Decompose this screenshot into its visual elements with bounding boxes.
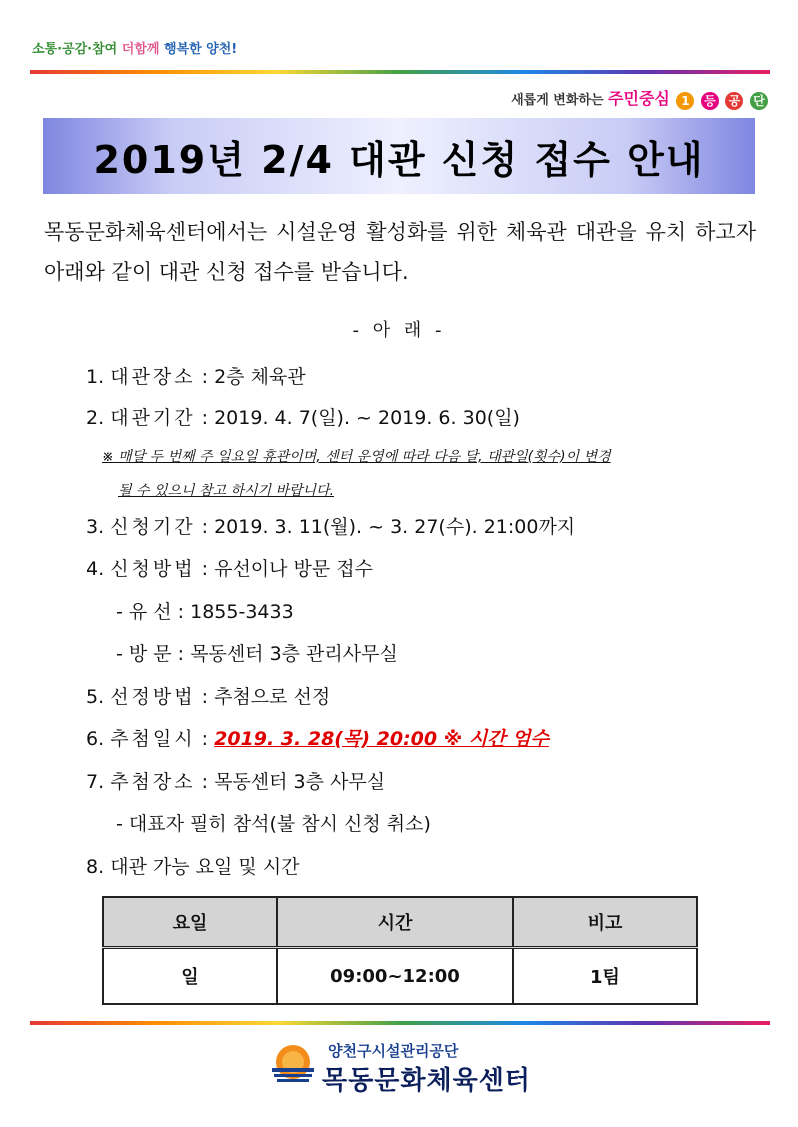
badge-2: 등 [701, 92, 719, 110]
item-number: 7. [86, 771, 105, 793]
item-venue [86, 362, 306, 389]
slogan-left-part3: 행복한 양천! [163, 42, 238, 57]
item-sep: : [195, 516, 215, 538]
sub-visit: - 방 문 : 목동센터 3층 관리사무실 [116, 643, 398, 665]
item-sep: : [195, 686, 215, 708]
item-value: 추첨으로 선정 [214, 686, 331, 708]
intro-paragraph: 목동문화체육센터에서는 시설운영 활성화를 위한 체육관 대관을 유치 하고자 아래와 같이 대관 신청 접수를 받습니다. [44, 220, 756, 284]
table-header-row [103, 897, 697, 948]
slogan-right [511, 86, 768, 110]
item-sep: : [195, 366, 215, 388]
item-value: 유선이나 방문 접수 [214, 558, 374, 580]
table-cell-note: 1팀 [513, 948, 697, 1005]
slogan-right-part1: 새롭게 변화하는 [511, 93, 604, 108]
footer-center-name: 목동문화체육센터 [322, 1066, 531, 1096]
item-number: 8. [86, 856, 105, 878]
sub-phone: - 유 선 : 1855-3433 [116, 601, 294, 623]
item-label: 신청기간 [110, 516, 196, 538]
table-cell-day: 일 [103, 948, 277, 1005]
item-apply-method [86, 554, 373, 581]
bottom-rainbow-divider [30, 1021, 770, 1025]
item-value: 2019. 4. 7(일). ~ 2019. 6. 30(일) [214, 407, 520, 429]
item-label: 대관 가능 요일 및 시간 [110, 856, 300, 878]
footer-org-name: 양천구시설관리공단 [328, 1042, 459, 1060]
item-label: 추첨장소 [110, 771, 196, 793]
item-label: 대관기간 [110, 407, 196, 429]
item-sep: : [195, 407, 215, 429]
item-label: 선정방법 [110, 686, 196, 708]
badge-3: 공 [725, 92, 743, 110]
sun-logo-icon [268, 1040, 318, 1090]
item-available-times [86, 852, 300, 879]
footer-logo [268, 1040, 538, 1096]
section-heading: - 아 래 - [352, 320, 446, 341]
badge-4: 단 [750, 92, 768, 110]
item-label: 추첨일시 [110, 728, 196, 750]
item-sep: : [195, 728, 215, 750]
item-value: 목동센터 3층 사무실 [214, 771, 386, 793]
page-title: 2019년 2/4 대관 신청 접수 안내 [93, 137, 705, 182]
item-apply-period [86, 512, 575, 539]
item-selection [86, 682, 330, 709]
item-draw-place [86, 767, 385, 794]
item-number: 6. [86, 728, 105, 750]
item-label: 신청방법 [110, 558, 196, 580]
notice-line-1: ※ 매달 두 번째 주 일요일 휴관이며, 센터 운영에 따라 다음 달, 대관일(횟수)이 변경 [102, 449, 611, 465]
item-value: 2019. 3. 11(월). ~ 3. 27(수). 21:00까지 [214, 516, 576, 538]
item-sep: : [195, 771, 215, 793]
slogan-left-part2: 더함께 [121, 42, 160, 57]
top-rainbow-divider [30, 70, 770, 74]
notice-line-2: 될 수 있으니 참고 하시기 바랍니다. [118, 483, 335, 499]
item-draw-time [86, 724, 549, 751]
item-number: 5. [86, 686, 105, 708]
item-number: 1. [86, 366, 105, 388]
item-label: 대관장소 [110, 366, 196, 388]
item-period [86, 403, 520, 430]
item-number: 2. [86, 407, 105, 429]
title-banner [43, 118, 755, 194]
slogan-left-part1: 소통·공감·참여 [32, 42, 118, 57]
table-header-day: 요일 [103, 897, 277, 948]
slogan-right-part2: 주민중심 [608, 89, 670, 108]
table-cell-time: 09:00~12:00 [277, 948, 513, 1005]
slogan-left [32, 38, 237, 57]
item-value: 2층 체육관 [214, 366, 306, 388]
item-sep: : [195, 558, 215, 580]
table-row [103, 948, 697, 1005]
badge-1: 1 [676, 92, 694, 110]
item-number: 3. [86, 516, 105, 538]
item-value-highlight: 2019. 3. 28(목) 20:00 ※ 시간 엄수 [214, 728, 549, 750]
item-number: 4. [86, 558, 105, 580]
sub-attend: - 대표자 필히 참석(불 참시 신청 취소) [116, 813, 431, 835]
schedule-table [102, 896, 698, 1005]
table-header-time: 시간 [277, 897, 513, 948]
table-header-note: 비고 [513, 897, 697, 948]
